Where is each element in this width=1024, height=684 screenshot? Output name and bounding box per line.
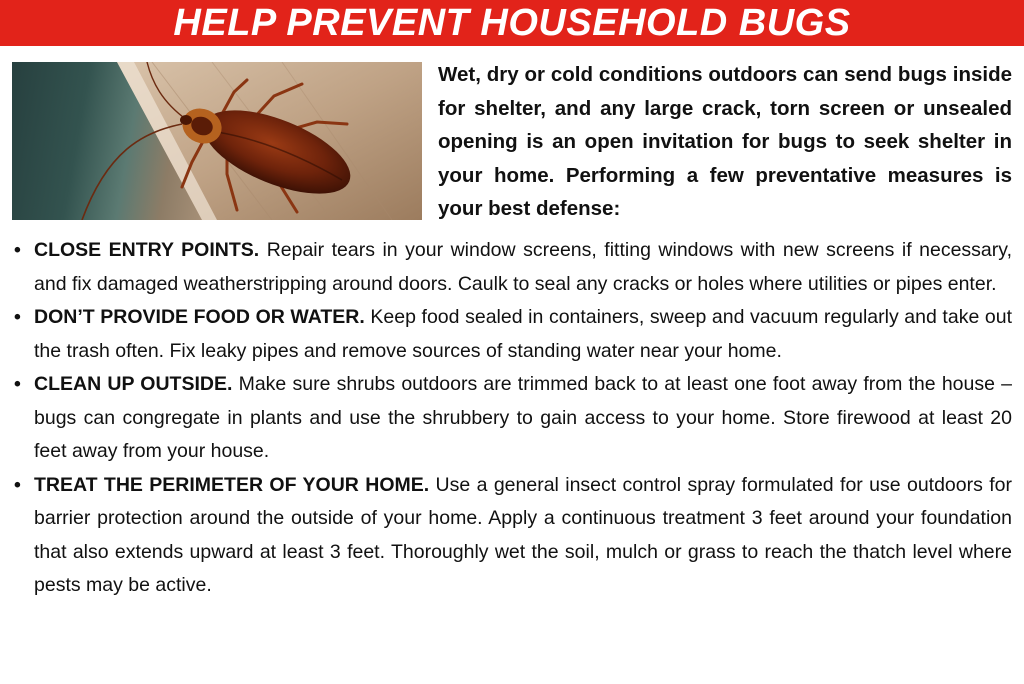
bullet-icon: • [14, 473, 21, 496]
tip-title: CLEAN UP OUTSIDE. [34, 373, 239, 395]
list-item [14, 301, 1012, 368]
bullet-icon: • [14, 306, 21, 328]
header-banner [0, 0, 1024, 46]
tips-list [14, 234, 1012, 603]
list-item [14, 234, 1012, 301]
tip-body: Use a general insect control spray formulated for use outdoors for barrier protection around the outside of your home. Apply a continuous treatment 3 feet around your foundation that also extends upward at least 3 feet. Thoroughly wet the soil, mulch or grass to reach the thatch level where pests may be active. [34, 473, 1012, 596]
page-title: HELP PREVENT HOUSEHOLD BUGS [173, 2, 851, 44]
bullet-icon: • [14, 373, 21, 395]
tip-title: DON’T PROVIDE FOOD OR WATER. [34, 306, 371, 328]
list-item [14, 368, 1012, 469]
tip-body: Keep food sealed in containers, sweep and vacuum regularly and take out the trash often. Fix leaky pipes and remove sources of standing water near your home. [34, 306, 1013, 362]
cockroach-photo [12, 62, 422, 220]
cockroach-icon [12, 62, 422, 220]
tip-body: Repair tears in your window screens, fitting windows with new screens if necessary, and fix damaged weatherstripping around doors. Caulk to seal any cracks or holes where utilities or pipes enter. [34, 239, 1012, 295]
tip-title: TREAT THE PERIMETER OF YOUR HOME. [34, 473, 436, 496]
tip-title: CLOSE ENTRY POINTS. [34, 239, 267, 261]
intro-paragraph: Wet, dry or cold conditions outdoors can send bugs inside for shelter, and any large crack, torn screen or unsealed opening is an open invitation for bugs to seek shelter in your home. Performing a few preventative measures is your best defense: [438, 63, 1012, 220]
tip-body: Make sure shrubs outdoors are trimmed back to at least one foot away from the house – bugs can congregate in plants and use the shrubbery to gain access to your home. Store firewood at least 20 feet away from your house. [34, 373, 1012, 462]
bullet-icon: • [14, 239, 21, 261]
list-item [14, 469, 1012, 603]
